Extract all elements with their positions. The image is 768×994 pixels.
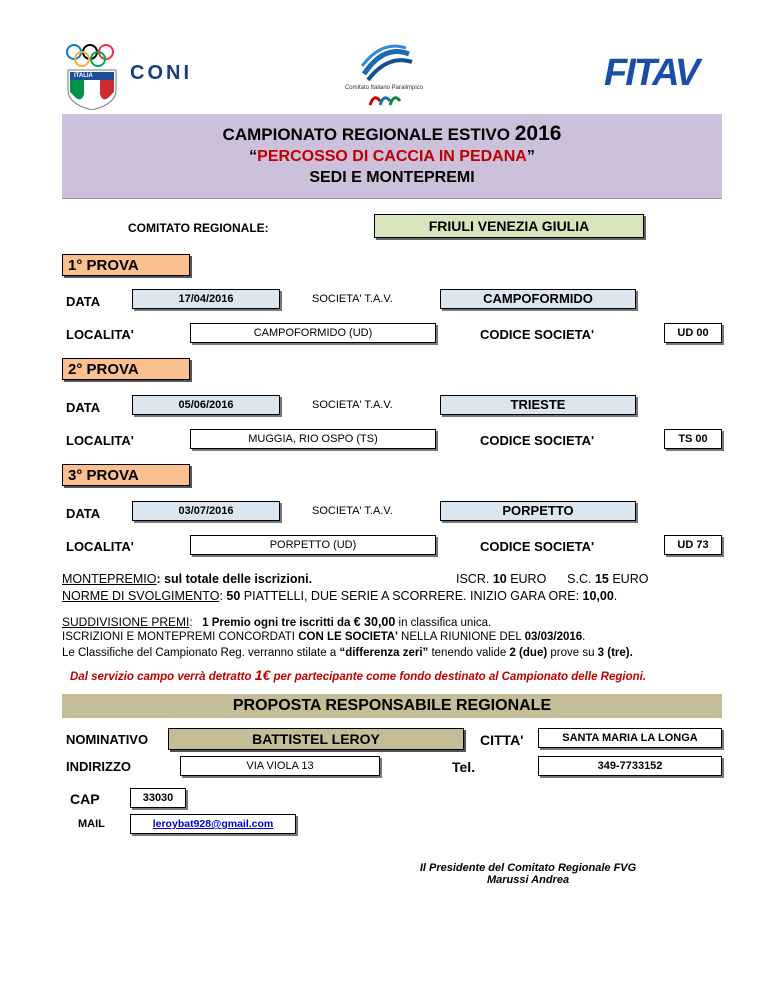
detrazione-text-c: per partecipante come fondo destinato al Campionato delle Regioni. bbox=[270, 671, 647, 683]
coni-flag-label: ITALIA bbox=[74, 73, 93, 79]
prova-2-localita: MUGGIA, RIO OSPO (TS) bbox=[190, 429, 436, 449]
comitato-value: FRIULI VENEZIA GIULIA bbox=[374, 214, 644, 238]
class-text-e: prove su bbox=[547, 647, 598, 659]
class-text-d: 2 (due) bbox=[509, 647, 548, 659]
comitato-label: COMITATO REGIONALE: bbox=[128, 221, 269, 235]
tel-value: 349-7733152 bbox=[538, 756, 722, 776]
norme-line bbox=[62, 589, 617, 603]
prova-3-localita-label: LOCALITA' bbox=[66, 539, 134, 554]
coni-label: CONI bbox=[130, 62, 192, 84]
signature-line-2: Marussi Andrea bbox=[486, 874, 570, 886]
sudd-text2: in classifica unica. bbox=[395, 617, 492, 629]
prova-1-date: 17/04/2016 bbox=[132, 289, 280, 309]
prova-3-title: 3° PROVA bbox=[62, 464, 190, 486]
prova-1-title: 1° PROVA bbox=[62, 254, 190, 276]
prova-3-societa: PORPETTO bbox=[440, 501, 636, 521]
iscrizioni-text-c: NELLA RIUNIONE DEL bbox=[397, 631, 525, 643]
nominativo-label: NOMINATIVO bbox=[66, 732, 149, 747]
iscrizioni-text-a: ISCRIZIONI E MONTEPREMI CONCORDATI bbox=[62, 631, 299, 643]
norme-colon: : bbox=[219, 589, 227, 603]
citta-label: CITTA' bbox=[480, 732, 524, 748]
montepremio-line bbox=[62, 572, 312, 586]
coni-logo bbox=[64, 42, 204, 110]
cip-emblem-icon bbox=[354, 44, 414, 84]
prova-1-codice-label: CODICE SOCIETA' bbox=[480, 327, 595, 342]
sc-value: 15 bbox=[594, 572, 609, 586]
sudd-label: SUDDIVISIONE PREMI bbox=[62, 615, 190, 629]
class-text-a: Le Classifiche del Campionato Reg. verranno stilate a bbox=[62, 647, 340, 659]
prova-2-data-label: DATA bbox=[66, 400, 101, 415]
class-text-c: tenendo valide bbox=[428, 647, 510, 659]
prova-1-data-label: DATA bbox=[66, 294, 101, 309]
prova-1-societa: CAMPOFORMIDO bbox=[440, 289, 636, 309]
event-name: PERCOSSO DI CACCIA IN PEDANA bbox=[257, 148, 527, 165]
prova-2-societa-label: SOCIETA' T.A.V. bbox=[312, 399, 393, 411]
iscr-value: 10 bbox=[492, 572, 507, 586]
norme-text: PIATTELLI, DUE SERIE A SCORRERE. INIZIO GARA ORE: bbox=[240, 589, 583, 603]
sudd-colon: : bbox=[189, 617, 193, 629]
sudd-text1: 1 Premio ogni tre iscritti da bbox=[202, 617, 354, 629]
norme-end: . bbox=[613, 589, 618, 603]
iscr-unit: EURO bbox=[506, 572, 547, 586]
prova-1-localita-label: LOCALITA' bbox=[66, 327, 134, 342]
prova-2-title: 2° PROVA bbox=[62, 358, 190, 380]
header-line-1 bbox=[62, 122, 722, 146]
prova-3-data-label: DATA bbox=[66, 506, 101, 521]
norme-num: 50 bbox=[226, 589, 241, 603]
prova-2-codice: TS 00 bbox=[664, 429, 722, 449]
header-title: CAMPIONATO REGIONALE ESTIVO bbox=[222, 125, 515, 144]
class-text-b: “differenza zeri” bbox=[339, 647, 429, 659]
norme-label: NORME DI SVOLGIMENTO bbox=[62, 589, 220, 603]
iscrizioni-end: . bbox=[582, 631, 586, 643]
indirizzo-value: VIA VIOLA 13 bbox=[180, 756, 380, 776]
prova-3-localita: PORPETTO (UD) bbox=[190, 535, 436, 555]
cap-label: CAP bbox=[70, 791, 100, 807]
iscr-label: ISCR. bbox=[456, 572, 493, 586]
iscrizioni-date: 03/03/2016 bbox=[524, 631, 583, 643]
tel-label: Tel. bbox=[452, 759, 476, 775]
detrazione-amount: 1€ bbox=[254, 667, 271, 683]
header-line-3: SEDI E MONTEPREMI bbox=[309, 169, 475, 186]
mail-link[interactable]: leroybat928@gmail.com bbox=[152, 818, 274, 830]
prova-3-codice: UD 73 bbox=[664, 535, 722, 555]
iscrizioni-line bbox=[62, 631, 585, 643]
prova-1-societa-label: SOCIETA' T.A.V. bbox=[312, 293, 393, 305]
mail-value[interactable] bbox=[130, 814, 296, 834]
cap-value: 33030 bbox=[130, 788, 186, 808]
fitav-logo: FITAV bbox=[604, 52, 699, 94]
iscrizioni-text-b: CON LE SOCIETA' bbox=[298, 631, 398, 643]
responsabile-title: PROPOSTA RESPONSABILE REGIONALE bbox=[62, 694, 722, 718]
detrazione-line bbox=[70, 667, 646, 683]
cip-logo bbox=[318, 44, 450, 106]
montepremio-text: : sul totale delle iscrizioni. bbox=[156, 572, 313, 586]
sc-unit: EURO bbox=[608, 572, 649, 586]
prova-1-codice: UD 00 bbox=[664, 323, 722, 343]
prova-1-localita: CAMPOFORMIDO (UD) bbox=[190, 323, 436, 343]
header-line-2 bbox=[62, 148, 722, 166]
header-box bbox=[62, 114, 722, 199]
norme-time: 10,00 bbox=[582, 589, 614, 603]
citta-value: SANTA MARIA LA LONGA bbox=[538, 728, 722, 748]
detrazione-text-a: Dal servizio campo verrà detratto bbox=[70, 671, 255, 683]
prova-2-localita-label: LOCALITA' bbox=[66, 433, 134, 448]
mail-label: MAIL bbox=[78, 818, 105, 830]
prova-3-date: 03/07/2016 bbox=[132, 501, 280, 521]
classifiche-line bbox=[62, 647, 633, 659]
prova-2-date: 05/06/2016 bbox=[132, 395, 280, 415]
signature-line-1: Il Presidente del Comitato Regionale FVG bbox=[419, 862, 637, 874]
sc-label: S.C. bbox=[567, 572, 595, 586]
montepremio-label: MONTEPREMIO bbox=[62, 572, 157, 586]
prova-2-societa: TRIESTE bbox=[440, 395, 636, 415]
suddivisione-line bbox=[62, 615, 491, 629]
prova-3-codice-label: CODICE SOCIETA' bbox=[480, 539, 595, 554]
iscr-line bbox=[456, 572, 648, 586]
signature-block bbox=[400, 862, 656, 886]
quote-open: “ bbox=[249, 148, 258, 165]
sudd-amount: € 30,00 bbox=[353, 615, 396, 629]
class-text-f: 3 (tre). bbox=[597, 647, 633, 659]
prova-3-societa-label: SOCIETA' T.A.V. bbox=[312, 505, 393, 517]
cip-label: Comitato Italiano Paralimpico bbox=[344, 85, 424, 91]
indirizzo-label: INDIRIZZO bbox=[66, 759, 131, 774]
agitos-icon bbox=[364, 91, 404, 109]
header-year: 2016 bbox=[514, 122, 562, 145]
nominativo-value: BATTISTEL LEROY bbox=[168, 728, 464, 750]
prova-2-codice-label: CODICE SOCIETA' bbox=[480, 433, 595, 448]
quote-close: ” bbox=[526, 148, 535, 165]
